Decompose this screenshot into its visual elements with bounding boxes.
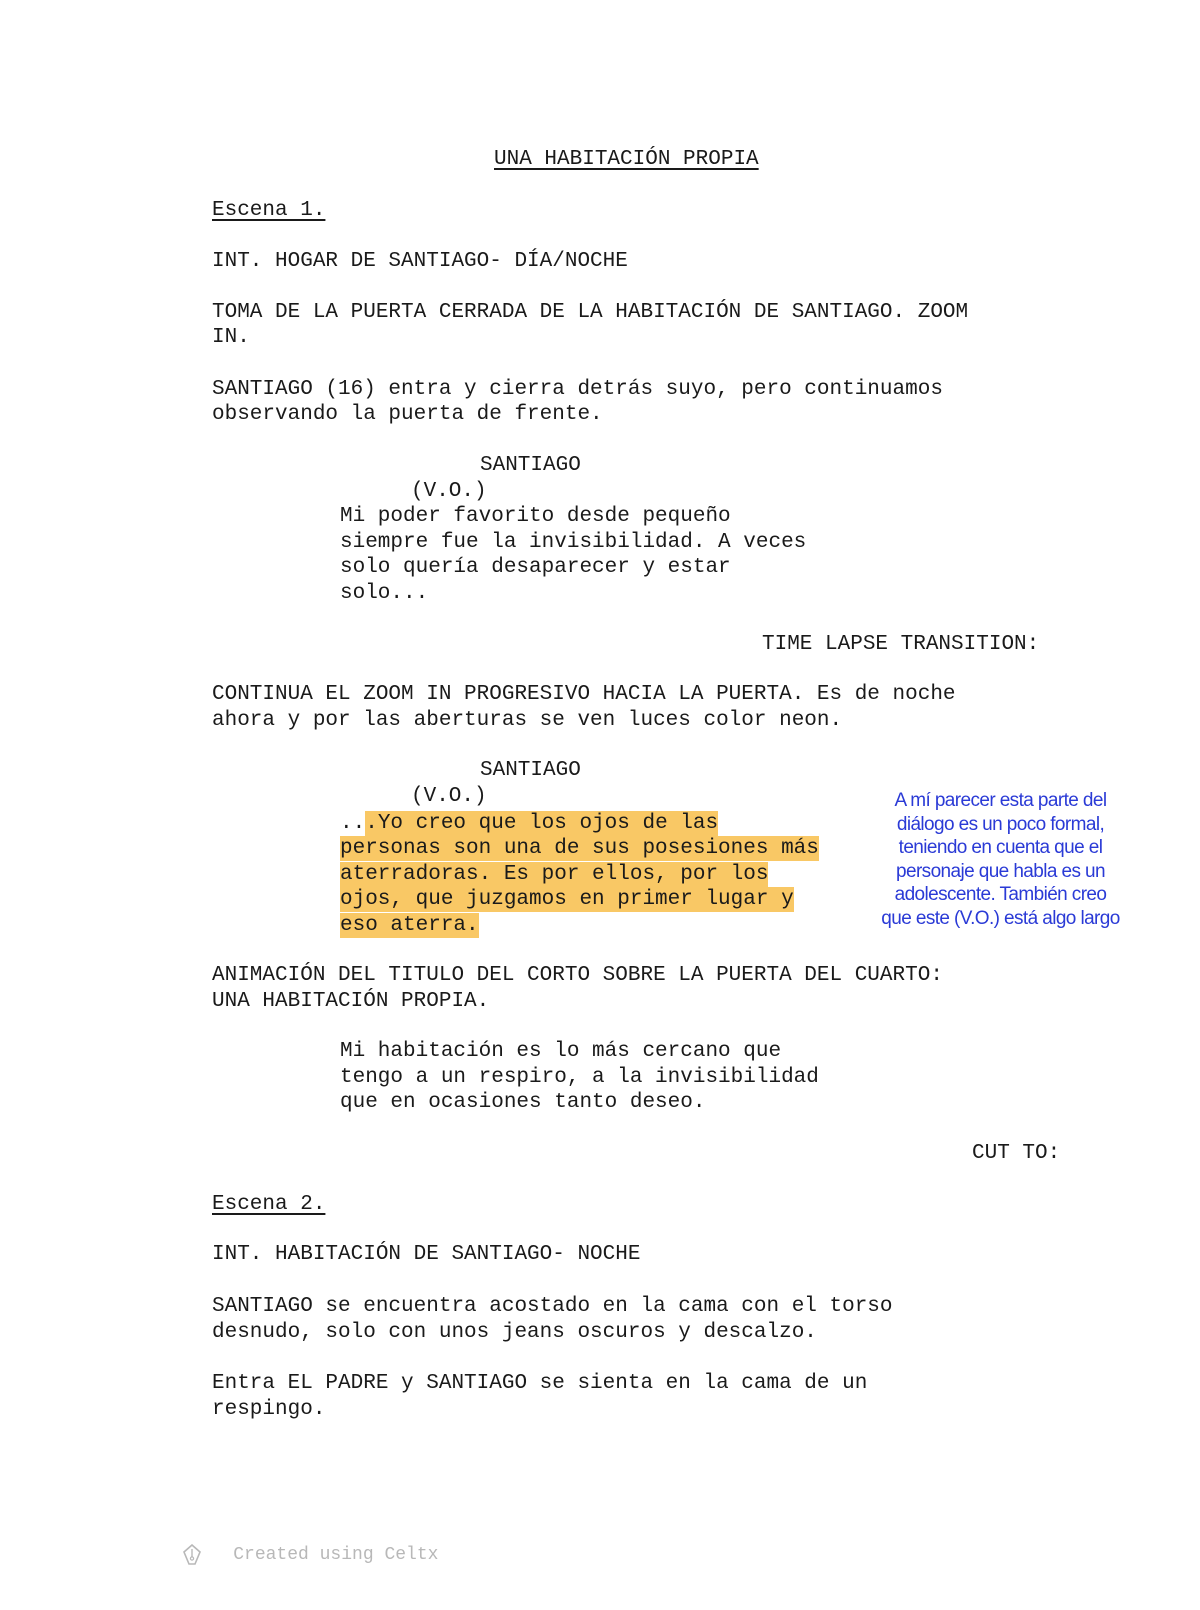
- dialogue-line: solo quería desaparecer y estar: [340, 556, 731, 579]
- highlighted-dialogue[interactable]: .Yo creo que los ojos de las: [365, 812, 719, 835]
- character-name: SANTIAGO: [480, 759, 581, 782]
- slugline-1: INT. HOGAR DE SANTIAGO- DÍA/NOCHE: [212, 250, 628, 273]
- comment-line: diálogo es un poco formal,: [896, 813, 1105, 835]
- action-line: desnudo, solo con unos jeans oscuros y descalzo.: [212, 1321, 817, 1344]
- highlighted-dialogue[interactable]: eso aterra.: [340, 914, 479, 937]
- transition: CUT TO:: [972, 1142, 1061, 1165]
- review-comment[interactable]: [858, 789, 1143, 930]
- script-title: UNA HABITACIÓN PROPIA: [494, 148, 759, 171]
- dialogue-line: solo...: [340, 582, 429, 605]
- action-line: respingo.: [212, 1398, 326, 1421]
- comment-line: adolescente. También creo: [894, 884, 1107, 905]
- footer-text: Created using Celtx: [233, 1545, 439, 1565]
- dialogue-line: [340, 862, 768, 888]
- scene-heading-2: Escena 2.: [212, 1193, 326, 1216]
- action-line: observando la puerta de frente.: [212, 403, 603, 426]
- action-line: TOMA DE LA PUERTA CERRADA DE LA HABITACIÓN DE SANTIAGO. ZOOM: [212, 301, 969, 324]
- slugline-2: INT. HABITACIÓN DE SANTIAGO- NOCHE: [212, 1243, 641, 1266]
- dialogue-line: tengo a un respiro, a la invisibilidad: [340, 1066, 819, 1089]
- dialogue-line: [340, 811, 718, 837]
- action-line: ANIMACIÓN DEL TITULO DEL CORTO SOBRE LA PUERTA DEL CUARTO:: [212, 964, 943, 987]
- highlighted-dialogue[interactable]: personas son una de sus posesiones más: [340, 837, 819, 860]
- highlighted-dialogue[interactable]: ojos, que juzgamos en primer lugar y: [340, 888, 794, 911]
- action-line: Entra EL PADRE y SANTIAGO se sienta en la cama de un: [212, 1372, 868, 1395]
- action-line: UNA HABITACIÓN PROPIA.: [212, 990, 490, 1013]
- comment-line: que este (V.O.) está algo largo: [881, 907, 1120, 929]
- character-name: SANTIAGO: [480, 454, 581, 477]
- comment-line: A mí parecer esta parte del: [894, 790, 1107, 811]
- action-line: IN.: [212, 326, 250, 349]
- dialogue-line: [340, 887, 794, 913]
- dialogue-line: Mi poder favorito desde pequeño: [340, 505, 731, 528]
- celtx-logo-icon: [182, 1500, 225, 1610]
- dialogue-line: que en ocasiones tanto deseo.: [340, 1091, 706, 1114]
- dialogue-line: [340, 836, 819, 862]
- action-line: ahora y por las aberturas se ven luces color neon.: [212, 709, 843, 732]
- scene-heading-1: Escena 1.: [212, 199, 326, 222]
- comment-line: teniendo en cuenta que el: [898, 837, 1103, 858]
- parenthetical: (V.O.): [411, 785, 487, 808]
- parenthetical: (V.O.): [411, 480, 487, 503]
- comment-line: personaje que habla es un: [896, 860, 1105, 882]
- footer: [182, 1500, 438, 1610]
- highlighted-dialogue[interactable]: aterradoras. Es por ellos, por los: [340, 863, 769, 886]
- dialogue-line: siempre fue la invisibilidad. A veces: [340, 531, 807, 554]
- action-line: SANTIAGO (16) entra y cierra detrás suyo, pero continuamos: [212, 378, 943, 401]
- dialogue-prefix: ..: [340, 812, 366, 835]
- dialogue-line: Mi habitación es lo más cercano que: [340, 1040, 782, 1063]
- action-line: CONTINUA EL ZOOM IN PROGRESIVO HACIA LA PUERTA. Es de noche: [212, 683, 956, 706]
- transition: TIME LAPSE TRANSITION:: [762, 633, 1040, 656]
- dialogue-line: [340, 913, 479, 939]
- action-line: SANTIAGO se encuentra acostado en la cama con el torso: [212, 1295, 893, 1318]
